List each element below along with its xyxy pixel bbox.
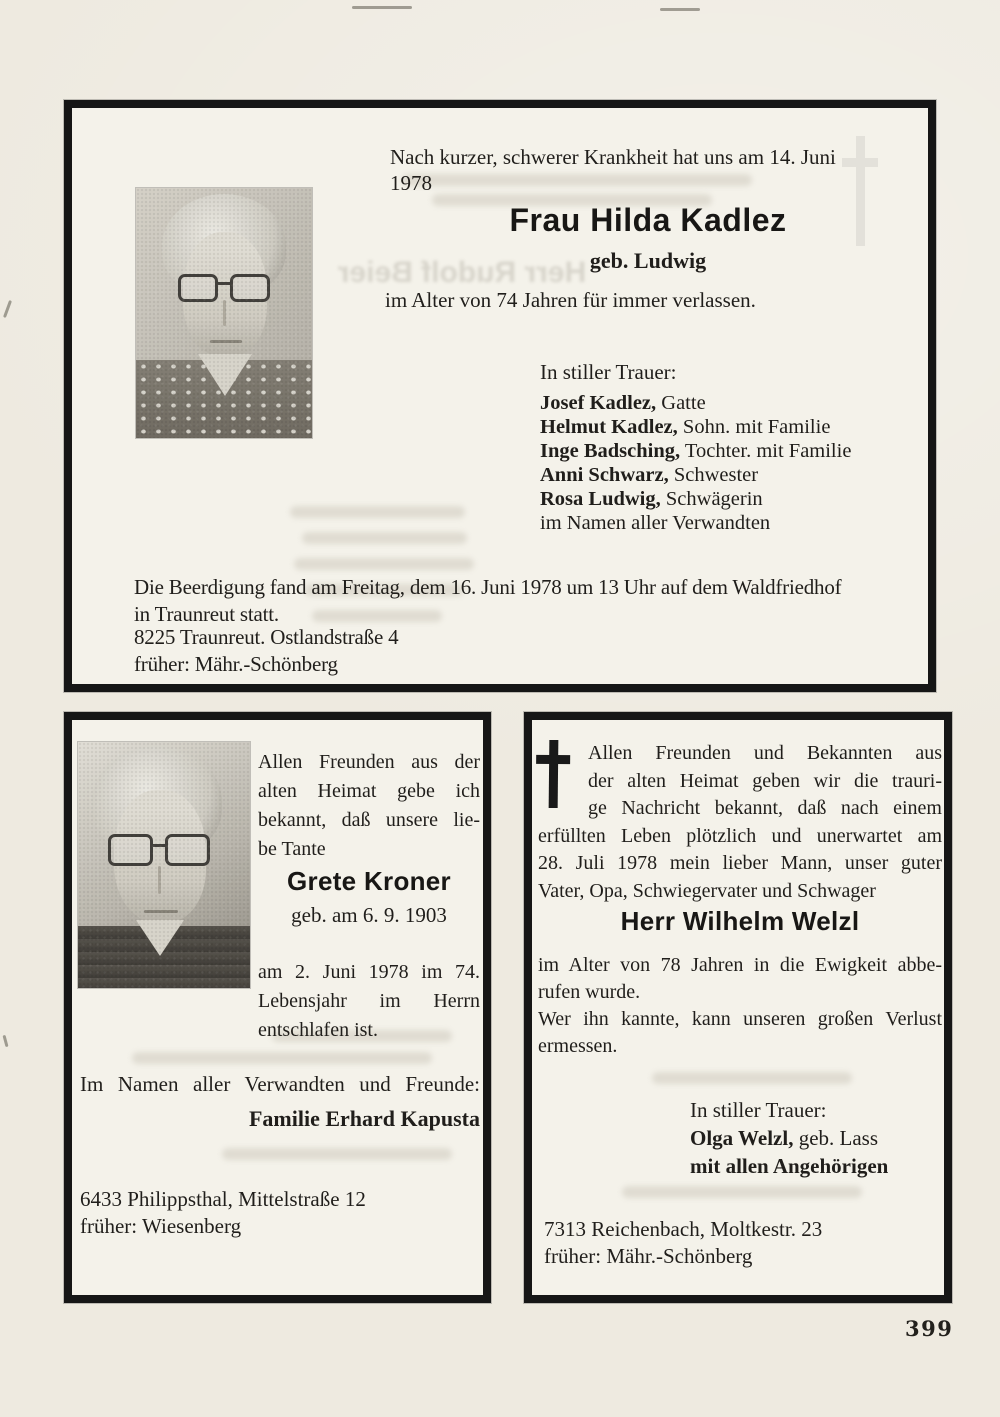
mourner-relation: Sohn. mit Familie bbox=[677, 416, 831, 438]
mourner-name: Josef Kadlez, bbox=[540, 392, 657, 414]
intro-line: 1978 bbox=[390, 171, 432, 195]
death-paragraph bbox=[258, 958, 480, 1045]
bleed-through-text: Herr Rudolf Beier bbox=[337, 256, 587, 289]
mourners-footer: im Namen aller Verwandten bbox=[540, 512, 771, 534]
mourner-relation: Gatte bbox=[656, 392, 706, 414]
mourners-list bbox=[540, 391, 920, 535]
intro-line: 28. Juli 1978 mein lieber Mann, unser guter bbox=[538, 852, 942, 874]
intro-line: Allen Freunden und Bekannten aus bbox=[588, 742, 942, 764]
intro-line: alten Heimat gebe ich bbox=[258, 780, 480, 802]
mourning-header: In stiller Trauer: bbox=[540, 360, 677, 384]
address-block bbox=[544, 1216, 934, 1270]
portrait-photo-hilda-kadlez bbox=[136, 188, 312, 438]
bleed-through-smudge bbox=[294, 558, 474, 570]
mourner-row bbox=[540, 487, 920, 511]
mourner-row bbox=[540, 439, 920, 463]
mourner-name: Anni Schwarz, bbox=[540, 464, 669, 486]
obituary-notice-kroner bbox=[64, 712, 491, 1303]
deceased-name: Grete Kroner bbox=[287, 866, 451, 896]
mourner-row-2: mit allen Angehörigen bbox=[690, 1154, 889, 1178]
address-line: früher: Wiesenberg bbox=[80, 1214, 242, 1238]
address-line: 6433 Philippsthal, Mittelstraße 12 bbox=[80, 1187, 366, 1211]
funeral-line: in Traunreut statt. bbox=[134, 602, 279, 626]
mourner-row bbox=[540, 415, 920, 439]
bleed-through-smudge bbox=[652, 1072, 852, 1084]
death-line: am 2. Juni 1978 im 74. bbox=[258, 961, 480, 983]
address-line: 7313 Reichenbach, Moltkestr. 23 bbox=[544, 1217, 823, 1241]
mourner-name: Helmut Kadlez, bbox=[540, 416, 678, 438]
maiden-name: geb. Ludwig bbox=[589, 248, 707, 273]
mouth-shape bbox=[210, 340, 242, 343]
scan-speck bbox=[660, 8, 700, 11]
address-block bbox=[134, 624, 634, 678]
intro-paragraph bbox=[538, 740, 942, 905]
funeral-line: Die Beerdigung fand am Freitag, dem 16. Juni 1978 um 13 Uhr auf dem Waldfriedhof bbox=[134, 575, 842, 599]
mourner-row bbox=[540, 463, 920, 487]
bleed-through-smudge bbox=[622, 1186, 862, 1198]
portrait-photo-grete-kroner bbox=[78, 742, 250, 988]
intro-line: der alten Heimat geben wir die trauri- bbox=[588, 769, 942, 792]
intro-line: bekannt, daß unsere lie- bbox=[258, 809, 480, 831]
mourner-name: Olga Welzl, bbox=[690, 1126, 794, 1150]
mourner-name: Inge Badsching, bbox=[540, 440, 681, 462]
mourning-header: In stiller Trauer: bbox=[690, 1098, 827, 1122]
intro-line: be Tante bbox=[258, 838, 326, 860]
mourner-relation: Schwägerin bbox=[660, 488, 763, 510]
nose-shape bbox=[223, 300, 226, 326]
death-line: ermessen. bbox=[538, 1035, 618, 1057]
death-line: im Alter von 78 Jahren in die Ewigkeit abbe- bbox=[538, 954, 942, 976]
bleed-through-smudge bbox=[290, 506, 465, 518]
in-name-line: Im Namen aller Verwandten und Freunde: bbox=[80, 1072, 480, 1096]
death-line: Lebensjahr im Herrn bbox=[258, 990, 480, 1012]
death-line: entschlafen ist. bbox=[258, 1019, 378, 1041]
nose-shape bbox=[158, 866, 161, 894]
family-signature: Familie Erhard Kapusta bbox=[248, 1106, 480, 1131]
scan-speck bbox=[3, 300, 12, 318]
mourner-row bbox=[540, 391, 920, 415]
mourner-suffix: geb. Lass bbox=[793, 1126, 879, 1150]
age-line: im Alter von 74 Jahren für immer verlassen. bbox=[385, 288, 756, 312]
obituary-notice-welzl bbox=[524, 712, 952, 1303]
page-number: 399 bbox=[905, 1316, 954, 1341]
deceased-name: Herr Wilhelm Welzl bbox=[620, 906, 860, 936]
address-block bbox=[80, 1186, 480, 1240]
intro-line: ge Nachricht bekannt, daß nach einem bbox=[588, 797, 942, 819]
death-paragraph bbox=[538, 952, 942, 1060]
obituary-notice-kadlez bbox=[64, 100, 936, 692]
deceased-name: Frau Hilda Kadlez bbox=[509, 202, 787, 238]
bleed-through-smudge bbox=[302, 532, 467, 544]
intro-paragraph bbox=[258, 748, 480, 864]
death-line: Wer ihn kannte, kann unseren großen Verlust bbox=[538, 1008, 942, 1030]
intro-paragraph bbox=[390, 144, 906, 196]
glasses-shape bbox=[108, 834, 212, 868]
funeral-paragraph bbox=[134, 574, 912, 628]
address-line: 8225 Traunreut. Ostlandstraße 4 bbox=[134, 625, 399, 649]
bleed-through-smudge bbox=[132, 1052, 432, 1064]
mourner-row bbox=[690, 1126, 878, 1151]
intro-line: Allen Freunden aus der bbox=[258, 751, 480, 773]
scan-speck bbox=[352, 6, 412, 9]
mourner-relation: Schwester bbox=[668, 464, 759, 486]
scan-speck bbox=[2, 1035, 8, 1047]
mouth-shape bbox=[144, 910, 178, 913]
bleed-through-smudge bbox=[222, 1148, 452, 1160]
intro-line: erfüllten Leben plötzlich und unerwartet am bbox=[538, 824, 942, 847]
mourner-relation: Tochter. mit Familie bbox=[680, 440, 852, 462]
mourner-name: Rosa Ludwig, bbox=[540, 488, 661, 510]
address-line: früher: Mähr.-Schönberg bbox=[544, 1244, 753, 1268]
intro-line: Vater, Opa, Schwiegervater und Schwager bbox=[538, 879, 876, 902]
death-line: rufen wurde. bbox=[538, 981, 641, 1003]
birth-line: geb. am 6. 9. 1903 bbox=[291, 903, 447, 927]
address-line: früher: Mähr.-Schönberg bbox=[134, 652, 338, 676]
intro-line: Nach kurzer, schwerer Krankheit hat uns am 14. Juni bbox=[390, 145, 836, 169]
